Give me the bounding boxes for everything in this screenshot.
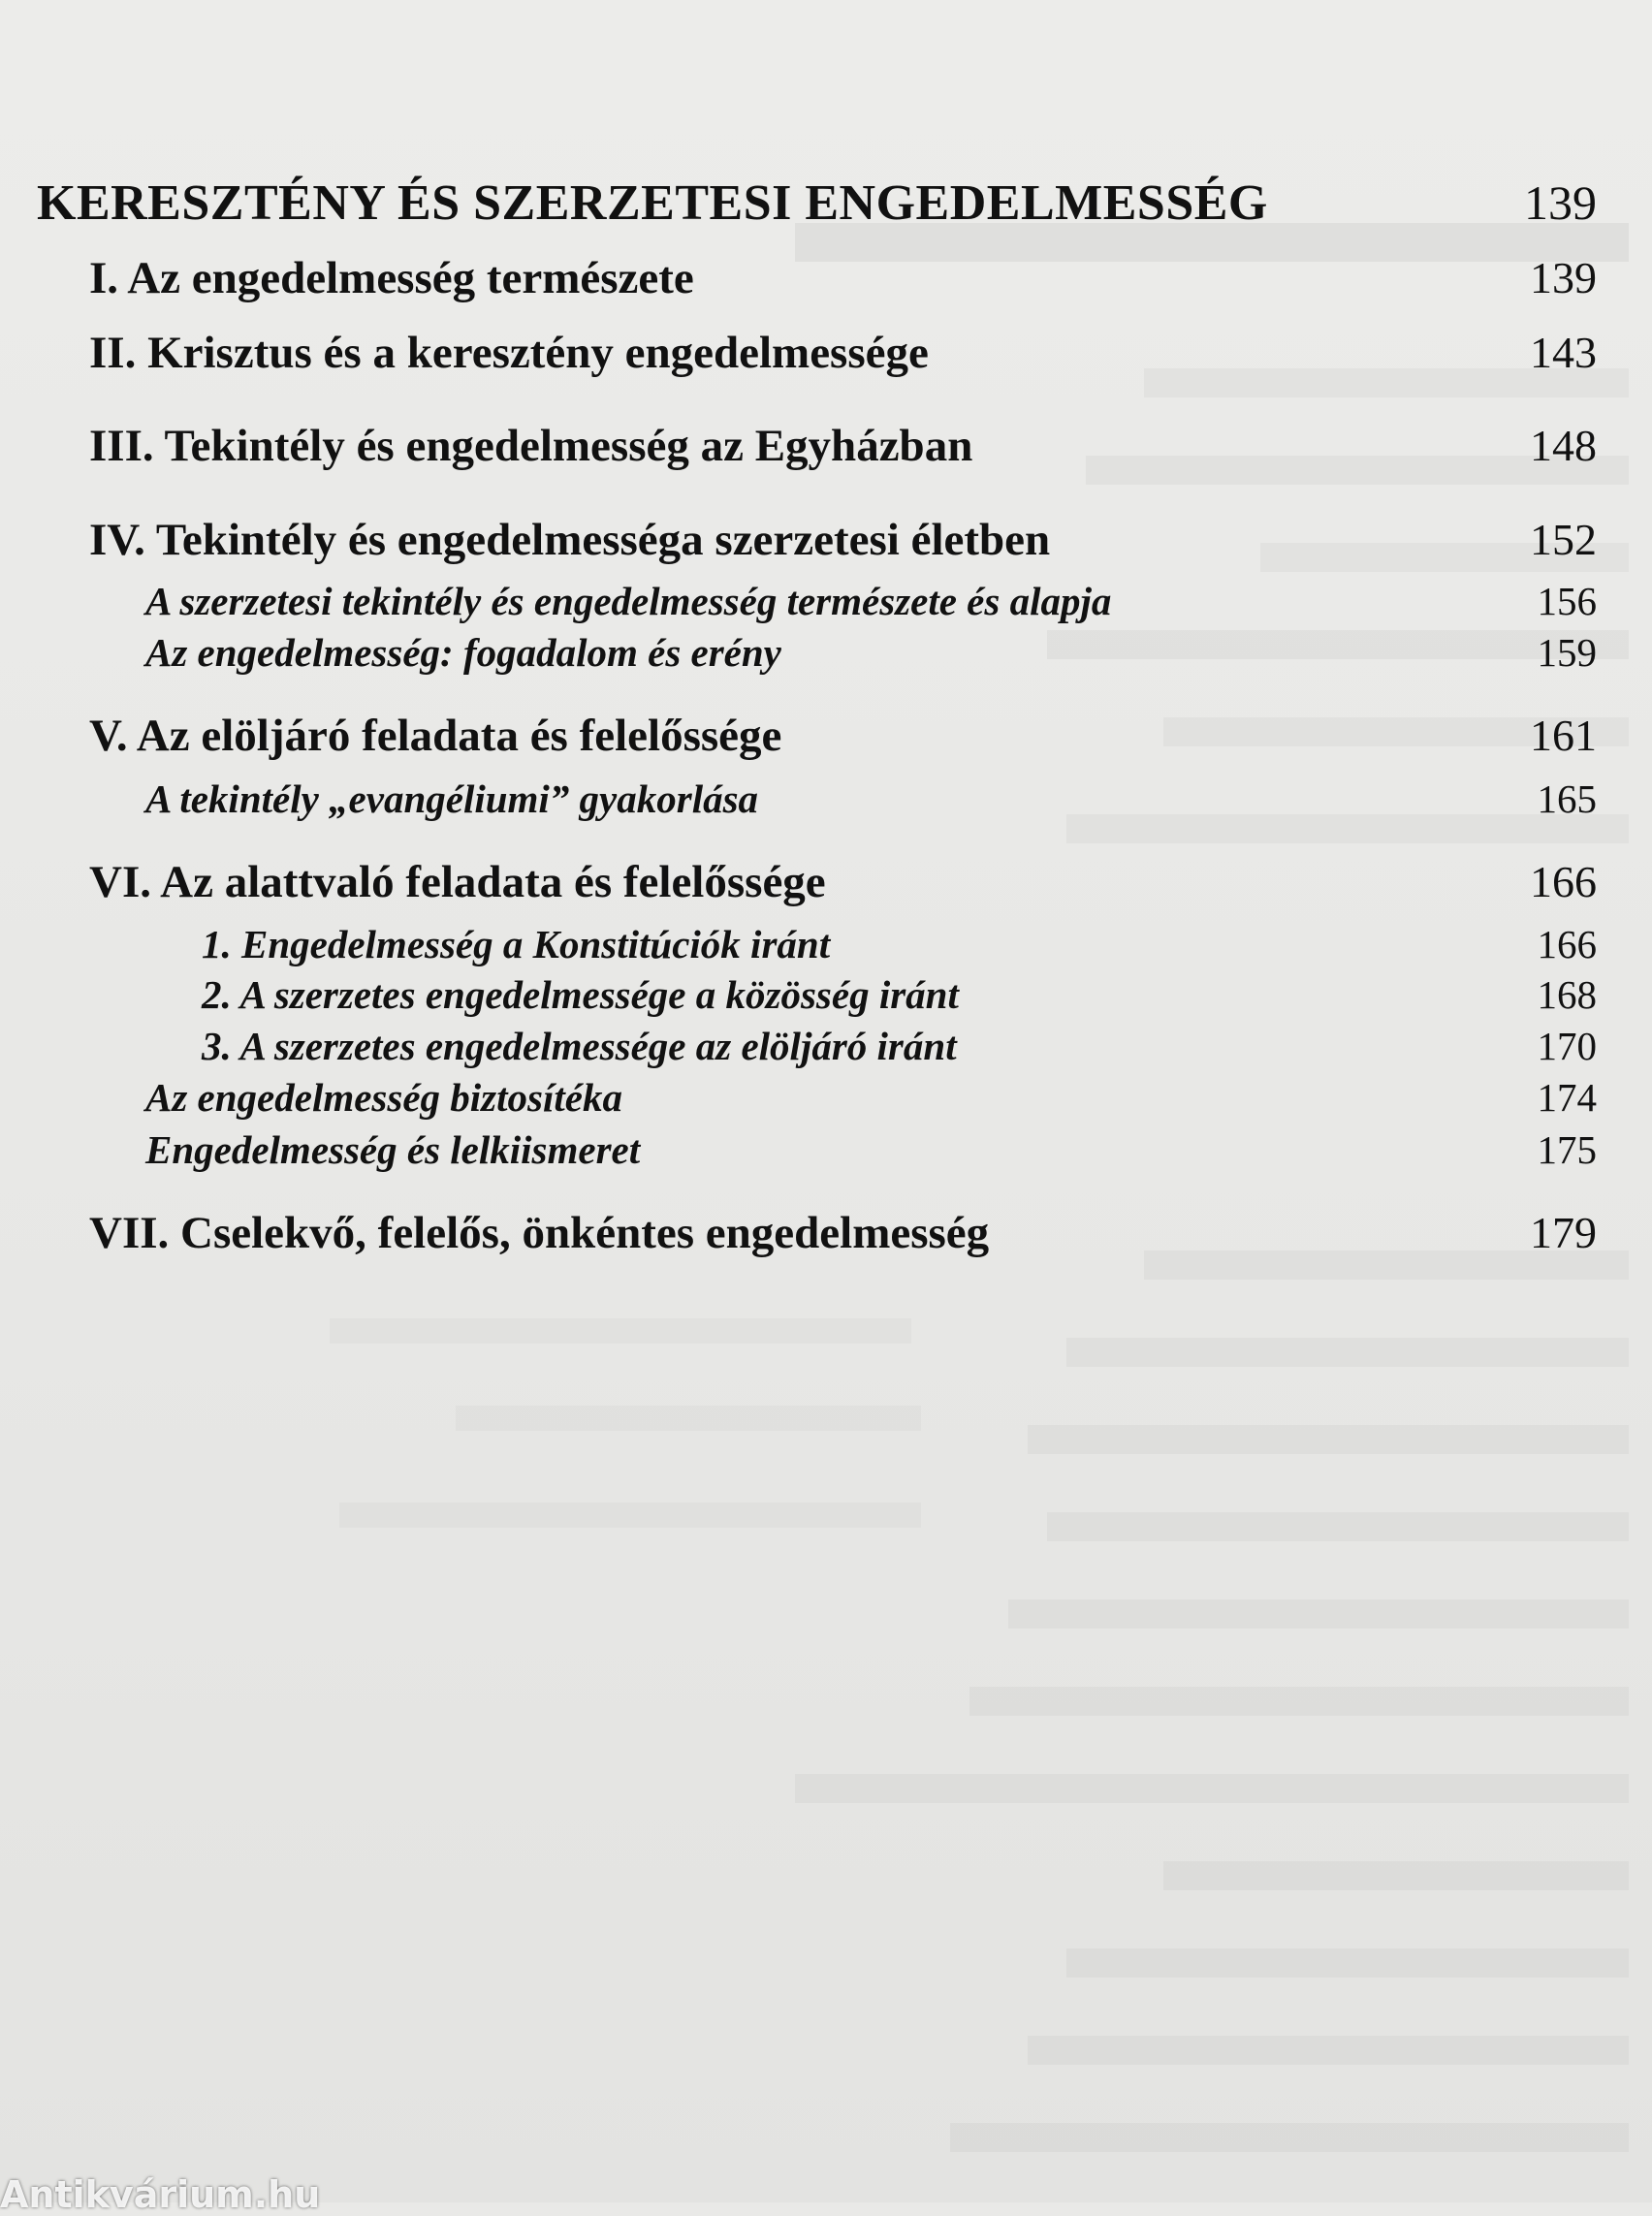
toc-entry-title: A szerzetesi tekintély és engedelmesség természete és alapja <box>145 579 1112 623</box>
toc-entry-page: 156 <box>1537 579 1597 623</box>
toc-entry-page: 165 <box>1537 776 1597 821</box>
toc-entry-page: 179 <box>1530 1208 1597 1257</box>
toc-entry-title: III. Tekintély és engedelmesség az Egyházban <box>89 421 973 471</box>
toc-entry-title: Az engedelmesség: fogadalom és erény <box>145 630 781 675</box>
toc-entry-page: 159 <box>1537 630 1597 675</box>
toc-entry-page: 139 <box>1524 175 1597 230</box>
toc-entry-page: 175 <box>1537 1127 1597 1172</box>
toc-entry-title: II. Krisztus és a keresztény engedelmessége <box>89 328 929 378</box>
toc-entry-page: 139 <box>1530 253 1597 302</box>
toc-entry-title: VII. Cselekvő, felelős, önkéntes engedelmesség <box>89 1208 990 1258</box>
toc-entry-page: 168 <box>1537 972 1597 1017</box>
toc-entry-page: 170 <box>1537 1024 1597 1068</box>
toc-entry-title: 1. Engedelmesség a Konstitúciók iránt <box>202 922 831 966</box>
toc-entry-title: A tekintély „evangéliumi” gyakorlása <box>145 776 759 821</box>
toc-entry-title: V. Az elöljáró feladata és felelőssége <box>89 711 782 761</box>
toc-entry-page: 166 <box>1530 857 1597 906</box>
toc-entry-page: 148 <box>1530 421 1597 470</box>
toc-entry-page: 143 <box>1530 328 1597 377</box>
toc-entry-page: 161 <box>1530 711 1597 760</box>
toc-entry-title: IV. Tekintély és engedelmességa szerzetesi életben <box>89 515 1051 565</box>
toc-entry-title: 2. A szerzetes engedelmessége a közösség iránt <box>202 972 959 1017</box>
toc-entry-page: 174 <box>1537 1075 1597 1120</box>
toc-entry-page: 152 <box>1530 515 1597 564</box>
toc-entry-page: 166 <box>1537 922 1597 966</box>
toc-entry-title: I. Az engedelmesség természete <box>89 253 694 303</box>
toc-entry-title: Az engedelmesség biztosítéka <box>145 1075 622 1120</box>
site-watermark: Antikvárium.hu <box>0 2173 321 2216</box>
toc-entry-title: Engedelmesség és lelkiismeret <box>145 1127 641 1172</box>
toc-entry-title: KERESZTÉNY ÉS SZERZETESI ENGEDELMESSÉG <box>37 175 1268 231</box>
toc-entry-title: 3. A szerzetes engedelmessége az elöljáró iránt <box>202 1024 957 1068</box>
toc-entry-title: VI. Az alattvaló feladata és felelőssége <box>89 857 826 907</box>
